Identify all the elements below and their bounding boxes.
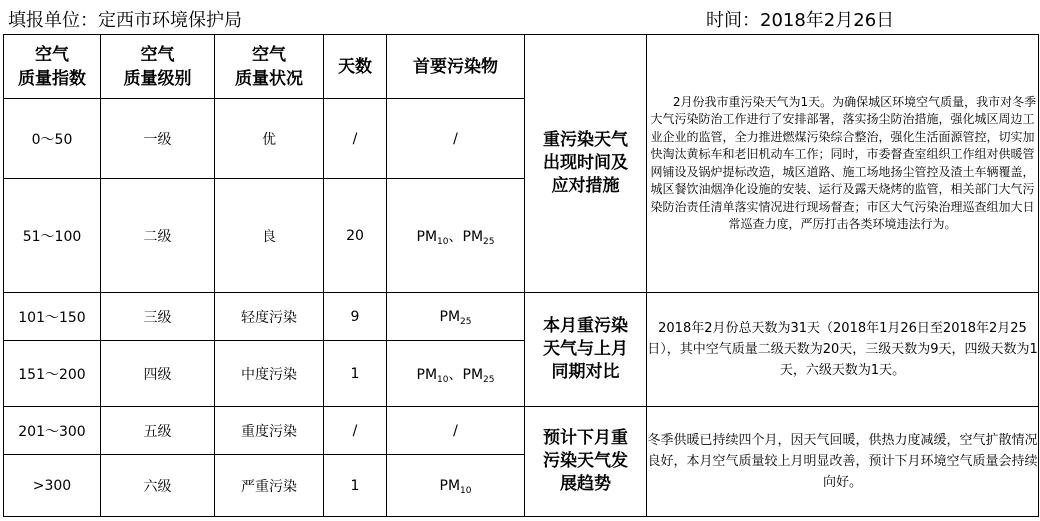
pollutant-text: / — [453, 130, 458, 147]
status-cell: 重度污染 — [215, 407, 324, 455]
days-cell: 1 — [324, 341, 387, 407]
section-1-title: 重污染天气 出现时间及 应对措施 — [525, 35, 647, 293]
pollutant-text: PM — [416, 228, 438, 245]
level-cell: 六级 — [101, 455, 215, 517]
header-status: 空气 质量状况 — [215, 35, 324, 99]
status-cell: 轻度污染 — [215, 293, 324, 341]
pollutant-text: 、PM — [448, 366, 484, 383]
status-cell: 严重污染 — [215, 455, 324, 517]
section-3-title: 预计下月重 污染天气发 展趋势 — [525, 407, 647, 517]
days-cell: 9 — [324, 293, 387, 341]
level-cell: 五级 — [101, 407, 215, 455]
pollutant-cell — [387, 455, 525, 517]
status-cell: 中度污染 — [215, 341, 324, 407]
section-3-text: 冬季供暖已持续四个月，因天气回暖，供热力度减缓，空气扩散情况良好，本月空气质量较上月明显改善，预计下月环境空气质量会持续向好。 — [647, 407, 1039, 517]
aqi-cell: >300 — [4, 455, 101, 517]
pollutant-text: / — [453, 422, 458, 439]
header-level: 空气 质量级别 — [101, 35, 215, 99]
table-row — [4, 407, 1039, 455]
pollutant-subscript: 25 — [483, 236, 495, 247]
status-cell: 良 — [215, 179, 324, 293]
aqi-cell: 201～300 — [4, 407, 101, 455]
days-cell: / — [324, 99, 387, 179]
pollutant-text: 、PM — [448, 228, 484, 245]
pollutant-text: PM — [439, 308, 461, 325]
reporting-unit: 填报单位：定西市环境保护局 — [8, 10, 242, 31]
pollutant-cell — [387, 179, 525, 293]
report-time: 时间：2018年2月26日 — [706, 10, 895, 31]
level-cell: 一级 — [101, 99, 215, 179]
days-cell: 1 — [324, 455, 387, 517]
pollutant-subscript: 10 — [460, 485, 472, 496]
header-days: 天数 — [324, 35, 387, 99]
header-pollutant: 首要污染物 — [387, 35, 525, 99]
pollutant-subscript: 10 — [437, 374, 449, 385]
air-quality-table — [3, 34, 1039, 517]
pollutant-subscript: 10 — [437, 236, 449, 247]
table-header-row — [4, 35, 1039, 99]
pollutant-cell — [387, 293, 525, 341]
pollutant-subscript: 25 — [483, 374, 495, 385]
level-cell: 三级 — [101, 293, 215, 341]
table-row — [4, 293, 1039, 341]
section-1-text: 2月份我市重污染天气为1天。为确保城区环境空气质量，我市对冬季大气污染防治工作进行了安排部署，落实扬尘防治措施，强化城区周边工业企业的监管，全力推进燃煤污染综合整治，强化生活面源管控，切实加快淘汰黄标车和老旧机动车工作；同时，市委督查室组织工作组对供暖管网铺设及锅炉提标改造，城区道路、施工场地扬尘管控及渣土车辆覆盖，城区餐饮油烟净化设施的安装、运行及露天烧烤的监管，相关部门大气污染防治责任清单落实情况进行现场督查；市区大气污染治理巡查组加大日常巡查力度，严厉打击各类环境违法行为。 — [647, 35, 1039, 293]
days-cell: / — [324, 407, 387, 455]
pollutant-cell — [387, 99, 525, 179]
report-header — [0, 0, 1040, 34]
status-cell: 优 — [215, 99, 324, 179]
pollutant-text: PM — [416, 366, 438, 383]
section-2-text: 2018年2月份总天数为31天（2018年1月26日至2018年2月25日），其中空气质量二级天数为20天，三级天数为9天，四级天数为1天，六级天数为1天。 — [647, 293, 1039, 407]
days-cell: 20 — [324, 179, 387, 293]
pollutant-cell — [387, 407, 525, 455]
header-aqi: 空气 质量指数 — [4, 35, 101, 99]
aqi-cell: 101～150 — [4, 293, 101, 341]
section-2-title: 本月重污染 天气与上月 同期对比 — [525, 293, 647, 407]
aqi-cell: 51～100 — [4, 179, 101, 293]
pollutant-cell — [387, 341, 525, 407]
level-cell: 二级 — [101, 179, 215, 293]
pollutant-text: PM — [439, 477, 461, 494]
aqi-cell: 151～200 — [4, 341, 101, 407]
aqi-cell: 0～50 — [4, 99, 101, 179]
pollutant-subscript: 25 — [460, 316, 472, 327]
level-cell: 四级 — [101, 341, 215, 407]
